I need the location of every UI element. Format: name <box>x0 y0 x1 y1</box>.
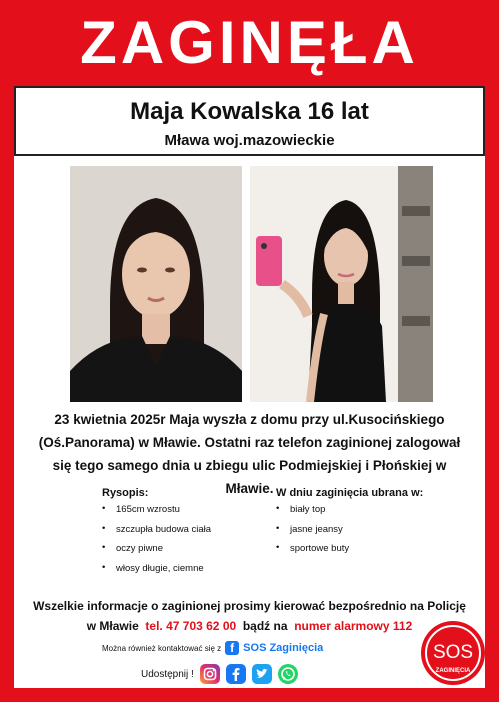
description-line-2: (Oś.Panorama) w Mławie. Ostatni raz telefon zaginionej zalogował <box>38 435 461 450</box>
header-banner <box>0 0 499 86</box>
facebook-share-icon[interactable] <box>226 664 246 684</box>
footer-or: bądź na <box>242 619 288 633</box>
description-line-1: 23 kwietnia 2025r Maja wyszła z domu przy ul.Kusocińskiego <box>54 412 445 427</box>
instagram-icon[interactable] <box>200 664 220 684</box>
whatsapp-icon[interactable] <box>278 664 298 684</box>
facebook-icon[interactable]: f <box>225 641 239 655</box>
description-line-3: się tego samego dnia u zbiegu ulic Podmiejskiej i Płońskiej w Mławie. <box>52 458 447 496</box>
share-row <box>141 664 298 684</box>
rysopis-item: • oczy piwne <box>102 543 211 563</box>
sos-zaginiecia-logo <box>420 620 486 686</box>
clothing-item: • sportowe buty <box>276 543 349 563</box>
emergency-number[interactable]: numer alarmowy 112 <box>294 619 413 633</box>
share-label: Udostępnij ! <box>141 668 194 680</box>
facebook-page-link[interactable]: SOS Zaginięcia <box>243 642 324 654</box>
name-box <box>14 86 485 156</box>
header-title: ZAGINĘŁA <box>80 9 419 76</box>
clothing-title: W dniu zaginięcia ubrana w: <box>276 487 424 499</box>
facebook-contact <box>102 641 323 655</box>
footer-line-1: Wszelkie informacje o zaginionej prosimy kierować bezpośrednio na Policję <box>33 599 466 613</box>
logo-sos-text: SOS <box>432 642 474 663</box>
portrait-photo-drawing <box>70 166 242 402</box>
police-phone[interactable]: tel. 47 703 62 00 <box>145 619 237 633</box>
police-contact-info <box>28 596 471 636</box>
rysopis-title: Rysopis: <box>102 487 149 499</box>
selfie-photo-drawing <box>250 166 433 402</box>
clothing-list <box>276 504 349 563</box>
person-name: Maja Kowalska 16 lat <box>130 98 369 125</box>
portrait-photo <box>70 166 242 402</box>
logo-caption: ZAGINIĘCIA <box>435 668 471 674</box>
selfie-photo <box>250 166 433 402</box>
rysopis-list <box>102 504 211 582</box>
footer-city: w Mławie <box>86 619 139 633</box>
contact-text: Można również kontaktować się z <box>102 643 222 653</box>
twitter-icon[interactable] <box>252 664 272 684</box>
person-location: Mława woj.mazowieckie <box>164 132 335 149</box>
rysopis-item: • szczupła budowa ciała <box>102 524 211 544</box>
rysopis-item: • 165cm wzrostu <box>102 504 211 524</box>
clothing-item: • biały top <box>276 504 349 524</box>
clothing-item: • jasne jeansy <box>276 524 349 544</box>
footer-line-2 <box>28 616 471 636</box>
rysopis-item: • włosy długie, ciemne <box>102 563 211 583</box>
